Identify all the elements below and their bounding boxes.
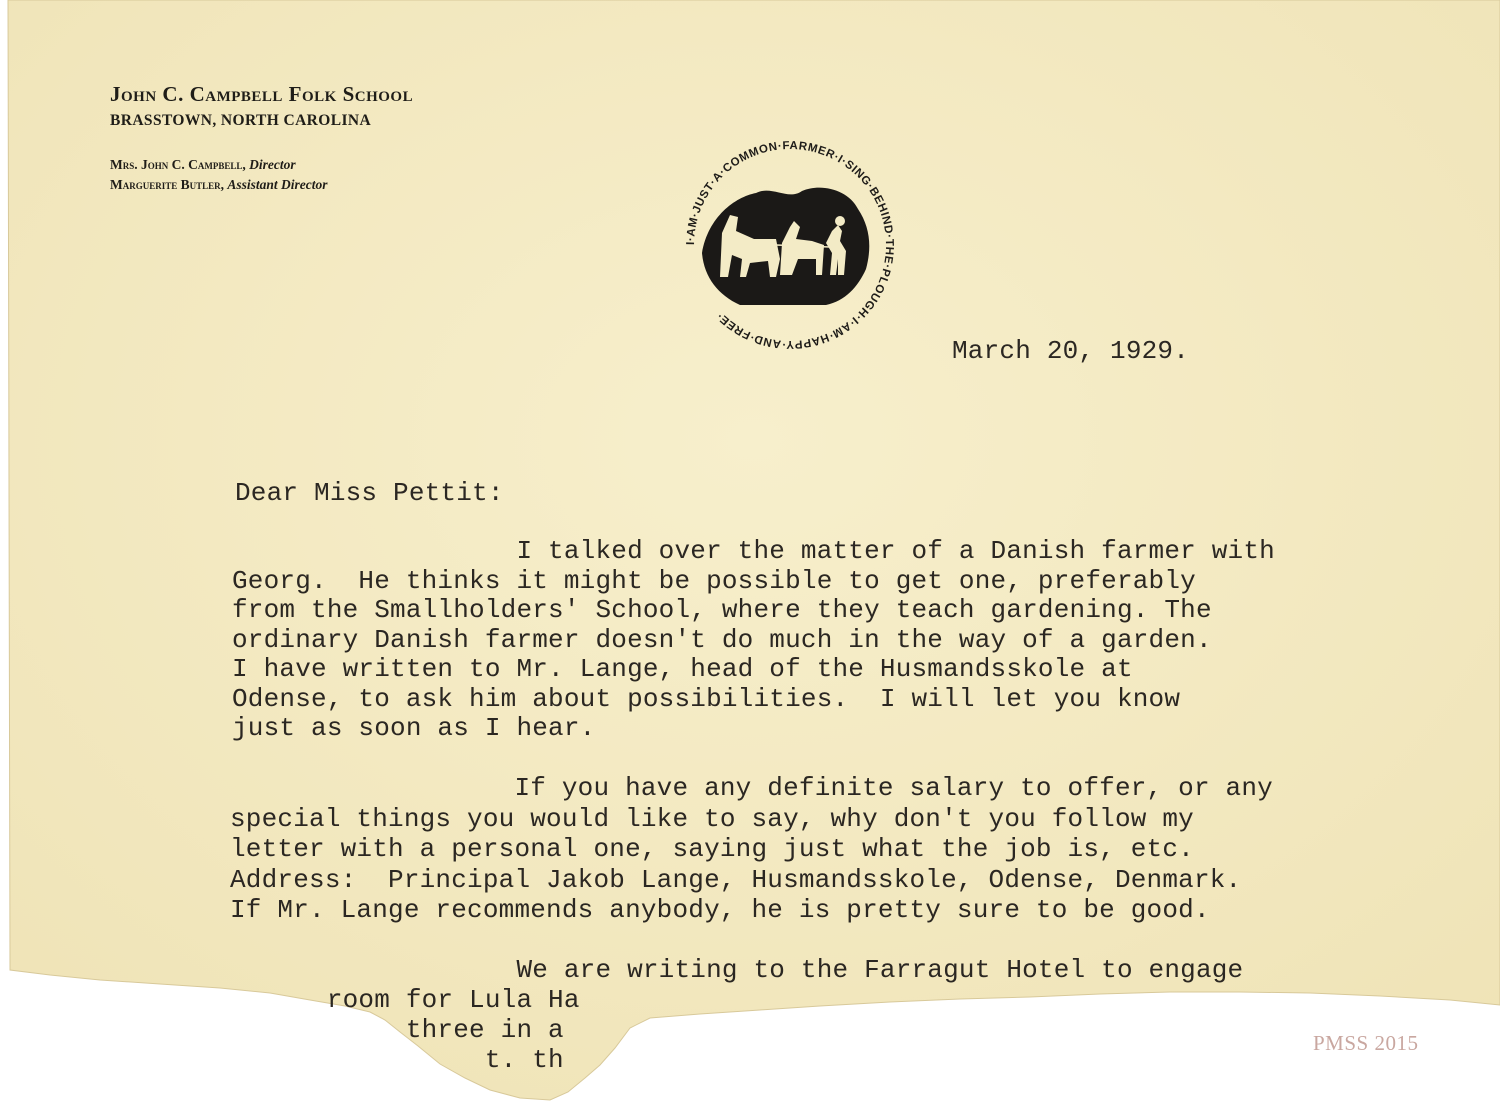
letter-paragraph-1: I talked over the matter of a Danish farmer with Georg. He thinks it might be possible to get one, preferably from the Smallholders' School, where they teach gardening. The ordinary Danish farmer doesn't do much in the way of a garden. I have written to Mr. Lange, head of the Husmandsskole at Odense, to ask him about possibilities. I will let you know just as soon as I hear. <box>232 536 1275 743</box>
assistant-title: Assistant Director <box>227 177 328 192</box>
letter-paragraph-2: If you have any definite salary to offer, or any special things you would like to say, why don't you follow my letter with a personal one, saying just what the job is, etc. Address: Principal Jakob Lange, Husmandsskole, Odense, Denmark. If Mr. Lange recommends anybody, he is pretty sure to be good. <box>230 773 1273 925</box>
school-location: BRASSTOWN, NORTH CAROLINA <box>110 112 372 129</box>
letter-date: March 20, 1929. <box>952 336 1190 366</box>
director-line <box>110 157 296 173</box>
ploughing-scene-icon <box>702 188 869 305</box>
letter-paragraph-3-torn: We are writing to the Farragut Hotel to engage room for Lula Ha three in a t. th <box>326 955 1244 1075</box>
archive-watermark: PMSS 2015 <box>1313 1031 1419 1055</box>
school-name: John C. Campbell Folk School <box>110 82 414 106</box>
salutation: Dear Miss Pettit: <box>235 478 504 508</box>
assistant-director-line <box>110 177 328 193</box>
farmer-ploughing-seal <box>680 135 900 355</box>
director-title: Director <box>249 157 296 172</box>
director-name: Mrs. John C. Campbell, <box>110 157 246 172</box>
seal-motto: I·AM·JUST·A·COMMON·FARMER·I·SING·BEHIND·THE·PLOUGH·I·AM·HAPPY·AND·FREE· <box>684 139 896 351</box>
assistant-name: Marguerite Butler, <box>110 177 225 192</box>
